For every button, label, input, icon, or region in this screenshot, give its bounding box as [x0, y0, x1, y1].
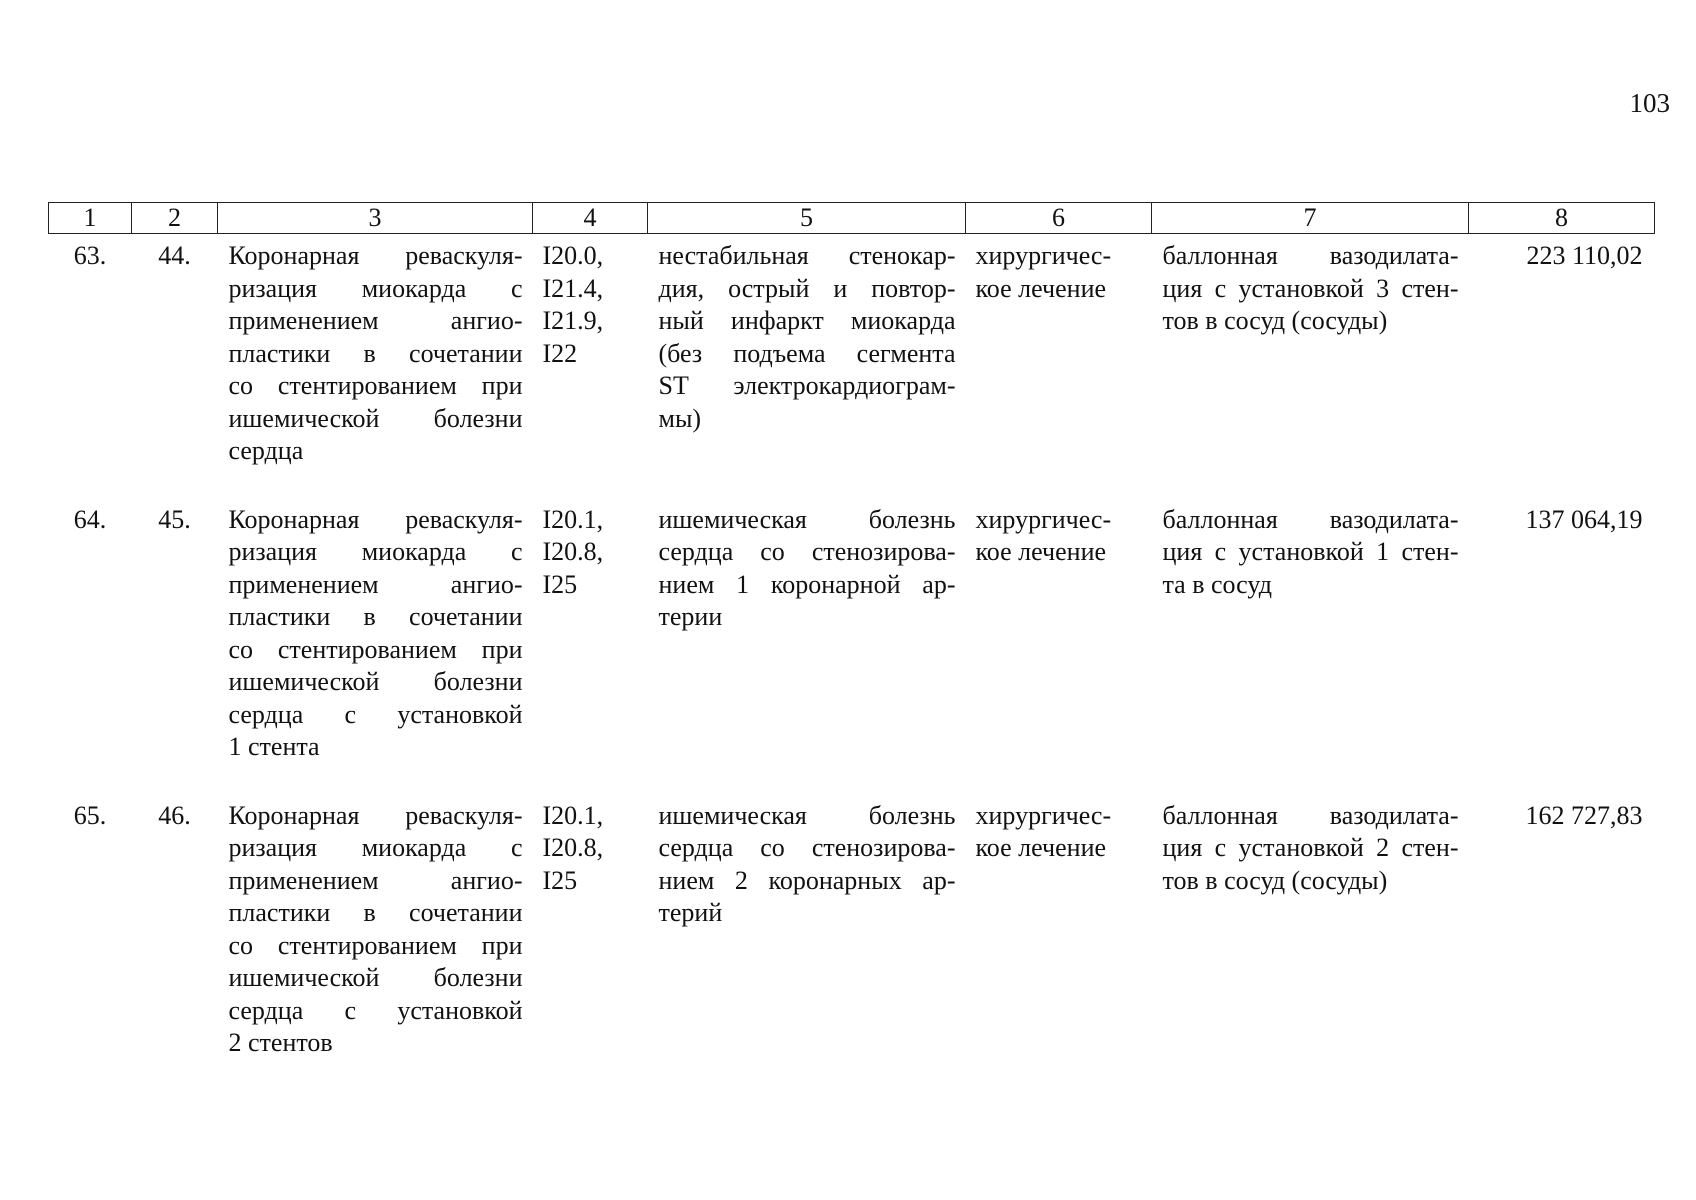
treatment-profile-cell — [218, 234, 533, 498]
diagnosis-cell-line: нием 1 коронарной ар- — [658, 569, 956, 599]
header-col-1: 1 — [49, 203, 132, 234]
diagnosis-cell-line: нестабильная стенокар- — [658, 241, 956, 270]
diagnosis-cell-line: ST электрокардиограм- — [658, 371, 956, 400]
price-cell: 162 727,83 — [1525, 800, 1643, 830]
treatment-profile-cell-line: пластики в сочетании — [228, 898, 523, 927]
icd-codes-cell-line: I20.1, — [542, 504, 604, 534]
header-col-2: 2 — [132, 203, 218, 234]
diagnosis-cell-line: ишемическая болезнь — [658, 800, 956, 830]
treatment-profile-cell — [218, 794, 533, 1090]
header-col-3: 3 — [218, 203, 533, 234]
diagnosis-cell-line: терии — [658, 602, 723, 631]
diagnosis-cell-line: терий — [658, 898, 723, 927]
treatment-profile-cell-line: применением ангио- — [228, 569, 523, 599]
treatment-type-cell — [966, 234, 1152, 498]
treatment-profile-cell-line: со стентированием при — [228, 371, 523, 400]
diagnosis-cell-line: ный инфаркт миокарда — [658, 306, 956, 335]
icd-codes-cell — [533, 794, 648, 1090]
treatment-type-cell-line: кое лечение — [975, 537, 1107, 566]
table-row — [49, 498, 1655, 794]
treatment-type-cell-line: хирургичес- — [975, 504, 1112, 534]
header-col-4: 4 — [533, 203, 648, 234]
treatment-type-cell-line: кое лечение — [975, 833, 1107, 862]
method-cell-line: тов в сосуд (сосуды) — [1162, 306, 1388, 335]
header-row — [49, 203, 1655, 234]
method-cell-line: баллонная вазодилата- — [1162, 241, 1459, 270]
header-col-6: 6 — [966, 203, 1152, 234]
icd-codes-cell-line: I21.9, — [542, 306, 604, 335]
table-body — [49, 234, 1655, 1090]
row-number-cell: 63. — [73, 241, 107, 270]
treatment-profile-cell-line: 2 стентов — [228, 1028, 333, 1057]
icd-codes-cell — [533, 498, 648, 794]
method-cell-line: ция с установкой 2 стен- — [1162, 833, 1459, 862]
treatment-profile-cell-line: ризация миокарда с — [228, 833, 523, 862]
treatment-profile-cell-line: со стентированием при — [228, 930, 523, 960]
diagnosis-cell — [648, 794, 966, 1090]
treatment-profile-cell-line: применением ангио- — [228, 306, 523, 335]
treatment-profile-cell — [218, 498, 533, 794]
treatment-profile-cell-line: применением ангио- — [228, 865, 523, 895]
diagnosis-cell-line: сердца со стенозирова- — [658, 537, 956, 566]
diagnosis-cell-line: сердца со стенозирова- — [658, 833, 956, 862]
treatment-profile-cell-line: сердца — [228, 436, 304, 465]
row-number-cell: 65. — [73, 800, 107, 830]
method-cell-line: ция с установкой 3 стен- — [1162, 273, 1459, 303]
item-number-cell: 46. — [158, 800, 191, 830]
treatment-profile-cell-line: Коронарная реваскуля- — [228, 504, 523, 534]
page-number: 103 — [1629, 88, 1670, 118]
treatment-profile-cell-line: ризация миокарда с — [228, 537, 523, 566]
price-cell: 223 110,02 — [1526, 241, 1643, 270]
method-cell — [1152, 234, 1469, 498]
procedures-table — [48, 202, 1655, 1090]
treatment-profile-cell-line: ишемической болезни — [228, 403, 523, 433]
table-row — [49, 794, 1655, 1090]
treatment-type-cell-line: хирургичес- — [975, 800, 1112, 830]
treatment-profile-cell-line: ишемической болезни — [228, 963, 523, 992]
header-col-5: 5 — [648, 203, 966, 234]
treatment-profile-cell-line: со стентированием при — [228, 634, 523, 664]
treatment-type-cell — [966, 794, 1152, 1090]
method-cell — [1152, 498, 1469, 794]
icd-codes-cell-line: I20.8, — [542, 537, 604, 566]
method-cell-line: баллонная вазодилата- — [1162, 800, 1459, 830]
diagnosis-cell-line: мы) — [658, 403, 702, 433]
method-cell — [1152, 794, 1469, 1090]
diagnosis-cell — [648, 234, 966, 498]
diagnosis-cell-line: (без подъема сегмента — [658, 338, 956, 368]
table-row — [49, 234, 1655, 498]
icd-codes-cell-line: I22 — [542, 338, 578, 368]
treatment-profile-cell-line: Коронарная реваскуля- — [228, 241, 523, 270]
diagnosis-cell-line: ишемическая болезнь — [658, 504, 956, 534]
table-header — [49, 203, 1655, 234]
treatment-profile-cell-line: ишемической болезни — [228, 667, 523, 696]
method-cell-line: тов в сосуд (сосуды) — [1162, 865, 1388, 895]
diagnosis-cell-line: дия, острый и повтор- — [658, 273, 956, 303]
treatment-profile-cell-line: пластики в сочетании — [228, 338, 523, 368]
icd-codes-cell-line: I21.4, — [542, 273, 604, 303]
header-col-8: 8 — [1469, 203, 1655, 234]
treatment-profile-cell-line: сердца с установкой — [228, 995, 523, 1025]
icd-codes-cell-line: I25 — [542, 865, 578, 895]
treatment-profile-cell-line: пластики в сочетании — [228, 602, 523, 631]
row-number-cell: 64. — [73, 504, 107, 534]
diagnosis-cell — [648, 498, 966, 794]
treatment-profile-cell-line: сердца с установкой — [228, 699, 523, 729]
icd-codes-cell-line: I20.1, — [542, 800, 604, 830]
treatment-profile-cell-line: 1 стента — [228, 732, 320, 761]
icd-codes-cell-line: I20.8, — [542, 833, 604, 862]
method-cell-line: баллонная вазодилата- — [1162, 504, 1459, 534]
item-number-cell: 44. — [158, 241, 191, 270]
treatment-type-cell-line: хирургичес- — [975, 241, 1112, 270]
icd-codes-cell — [533, 234, 648, 498]
treatment-type-cell — [966, 498, 1152, 794]
header-col-7: 7 — [1152, 203, 1469, 234]
treatment-profile-cell-line: ризация миокарда с — [228, 273, 523, 303]
treatment-profile-cell-line: Коронарная реваскуля- — [228, 800, 523, 830]
method-cell-line: та в сосуд — [1162, 569, 1272, 599]
icd-codes-cell-line: I20.0, — [542, 241, 604, 270]
price-cell: 137 064,19 — [1525, 504, 1643, 534]
icd-codes-cell-line: I25 — [542, 569, 578, 599]
treatment-type-cell-line: кое лечение — [975, 273, 1107, 303]
diagnosis-cell-line: нием 2 коронарных ар- — [658, 865, 956, 895]
method-cell-line: ция с установкой 1 стен- — [1162, 537, 1459, 566]
item-number-cell: 45. — [158, 504, 191, 534]
